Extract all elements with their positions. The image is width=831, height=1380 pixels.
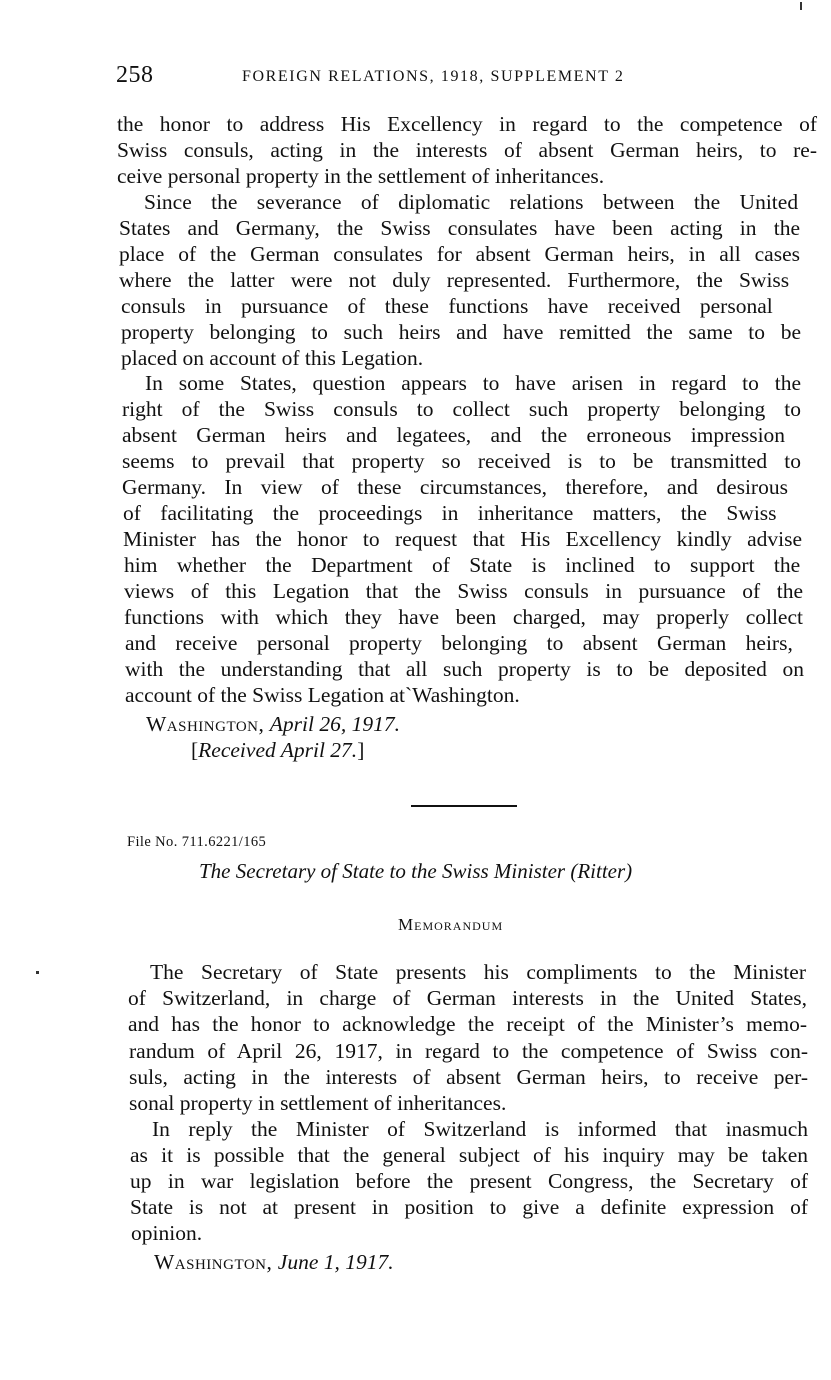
- memo1-signature: [146, 712, 400, 737]
- text-line: suls, acting in the interests of absent German heirs, to receive per-: [129, 1065, 808, 1089]
- text-line: seems to prevail that property so received is to be transmitted to: [122, 449, 801, 473]
- text-line: where the latter were not duly represented. Furthermore, the Swiss: [119, 268, 790, 292]
- text-line: up in war legislation before the present Congress, the Secretary of: [130, 1169, 808, 1193]
- signature-date: June 1, 1917.: [277, 1250, 394, 1274]
- margin-mark: [800, 2, 802, 10]
- memo-title: Memorandum: [398, 915, 504, 934]
- text-line: property belonging to such heirs and have remitted the same to be: [121, 320, 801, 344]
- text-line: Since the severance of diplomatic relations between the United: [144, 190, 799, 214]
- text-line: The Secretary of State presents his compliments to the Minister: [150, 960, 806, 984]
- text-line: him whether the Department of State is inclined to support the: [124, 553, 801, 577]
- text-line: ceive personal property in the settlement of inheritances.: [117, 164, 605, 188]
- text-line: In some States, question appears to have arisen in regard to the: [145, 371, 801, 395]
- text-line: and has the honor to acknowledge the receipt of the Minister’s memo-: [128, 1012, 807, 1036]
- text-line: absent German heirs and legatees, and the erroneous impression: [122, 423, 786, 447]
- text-line: as it is possible that the general subject of his inquiry may be taken: [130, 1143, 808, 1167]
- text-line: functions with which they have been charged, may properly collect: [124, 605, 803, 629]
- text-line: sonal property in settlement of inheritances.: [129, 1091, 507, 1115]
- text-line: with the understanding that all such property is to be deposited on: [125, 657, 804, 681]
- signature-place: Washington,: [154, 1250, 273, 1274]
- text-line: the honor to address His Excellency in regard to the competence of: [117, 112, 817, 136]
- text-line: Germany. In view of these circumstances, therefore, and desirous: [122, 475, 788, 499]
- received-date: Received April 27.: [198, 738, 358, 762]
- memo2-signature: [154, 1250, 394, 1275]
- bracket-open: [: [191, 738, 199, 762]
- bracket-close: ]: [357, 738, 365, 762]
- text-line: account of the Swiss Legation at`Washington.: [125, 683, 520, 707]
- text-line: States and Germany, the Swiss consulates have been acting in the: [119, 216, 800, 240]
- document-heading: The Secretary of State to the Swiss Minister (Ritter): [199, 859, 633, 883]
- margin-mark: [36, 971, 39, 974]
- text-line: In reply the Minister of Switzerland is informed that inasmuch: [152, 1117, 808, 1141]
- running-title: FOREIGN RELATIONS, 1918, SUPPLEMENT 2: [242, 68, 625, 85]
- text-line: randum of April 26, 1917, in regard to the competence of Swiss con-: [129, 1039, 808, 1063]
- text-line: placed on account of this Legation.: [121, 346, 424, 370]
- signature-date: April 26, 1917.: [269, 712, 400, 736]
- text-line: views of this Legation that the Swiss consuls in pursuance of the: [124, 579, 803, 603]
- received-note: [191, 738, 364, 763]
- signature-place: Washington,: [146, 712, 265, 736]
- text-line: of facilitating the proceedings in inheritance matters, the Swiss: [123, 501, 777, 525]
- text-line: of Switzerland, in charge of German interests in the United States,: [128, 986, 807, 1010]
- text-line: State is not at present in position to give a definite expression of: [130, 1195, 808, 1219]
- file-number: File No. 711.6221/165: [127, 834, 267, 850]
- text-line: Minister has the honor to request that His Excellency kindly advise: [123, 527, 802, 551]
- text-line: and receive personal property belonging to absent German heirs,: [125, 631, 793, 655]
- section-divider: [411, 805, 517, 807]
- page-number: 258: [116, 62, 154, 88]
- text-line: consuls in pursuance of these functions have received personal: [121, 294, 773, 318]
- text-line: right of the Swiss consuls to collect such property belonging to: [122, 397, 801, 421]
- text-line: place of the German consulates for absent German heirs, in all cases: [119, 242, 800, 266]
- text-line: opinion.: [131, 1221, 203, 1245]
- text-line: Swiss consuls, acting in the interests of absent German heirs, to re-: [117, 138, 817, 162]
